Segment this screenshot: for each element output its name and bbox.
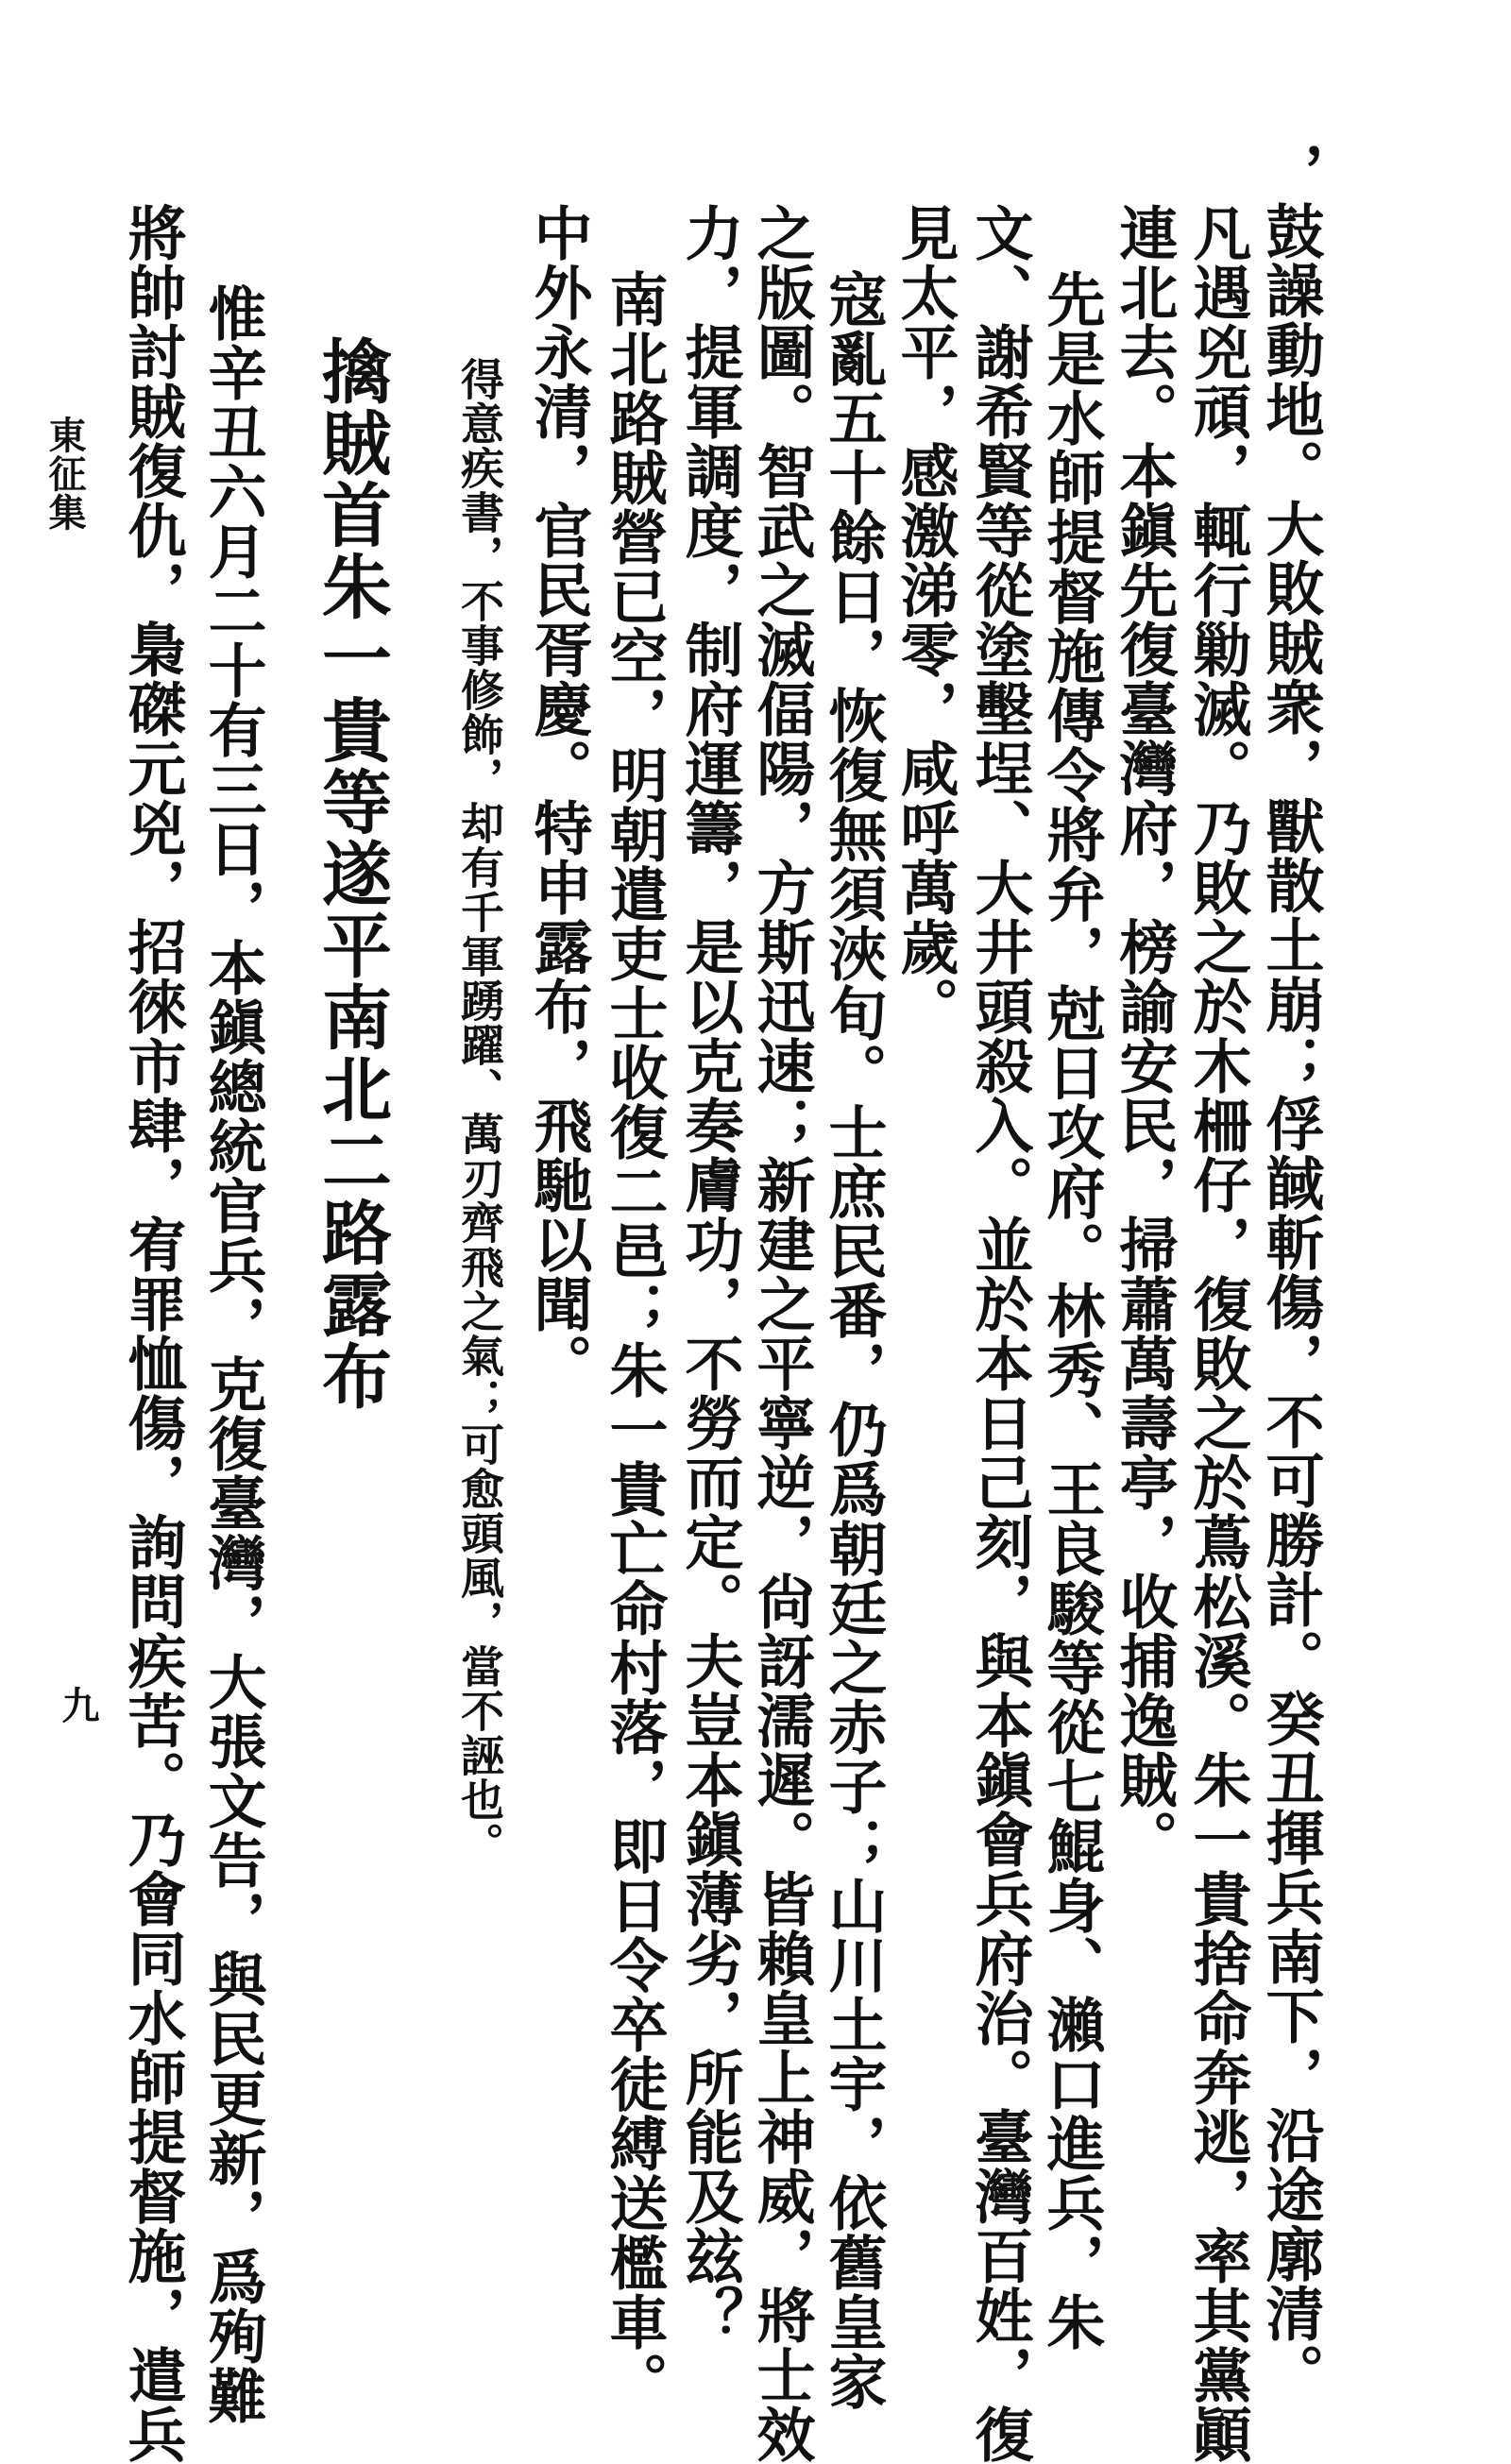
section-title: 擒賊首朱一貴等遂平南北二路露布 bbox=[311, 335, 392, 1412]
text-column-10: 南北路賊營已空，明朝遣吏士收復二邑；朱一貴亡命村落，即日令卒徒縛送檻車。 bbox=[600, 269, 669, 2411]
text-column-5: 文、謝希賢等從塗墼埕、大井頭殺入。並於本日己刻，與本鎭會兵府治。臺灣百姓，復 bbox=[965, 203, 1034, 2464]
text-column-9: 力，提軍調度，制府運籌，是以克奏膚功，不勞而定。夫豈本鎭薄劣，所能及玆？ bbox=[675, 203, 744, 2345]
section-text-column-2: 將帥討賊復仇，梟磔元兇，招徠市肆，宥罪恤傷，詢問疾苦。乃會同水師提督施，遣兵 bbox=[118, 203, 187, 2464]
text-column-2: 凡遇兇頑，輒行勦滅。乃敗之於木柵仔，復敗之於蔦松溪。朱一貴捨命奔逃，率其黨顚 bbox=[1183, 203, 1252, 2464]
text-column-7: 寇亂五十餘日，恢復無須浹旬。士庶民番，仍爲朝廷之赤子；山川土宇，依舊皇家 bbox=[819, 269, 888, 2411]
text-column-1: ，鼓譟動地。大敗賊衆，獸散土崩；俘馘斬傷，不可勝計。癸丑揮兵南下，沿途廓清。 bbox=[1256, 142, 1325, 2403]
page-number: 九 bbox=[56, 1686, 100, 1725]
text-column-4: 先是水師提督施傳令將弁，尅日攻府。林秀、王良駿等從七鯤身、瀨口進兵，朱 bbox=[1037, 269, 1106, 2352]
commentary-note: 得意疾書，不事修飾，却有千軍踴躍、萬刃齊飛之氣；可愈頭風，當不誣也。 bbox=[454, 357, 505, 1866]
text-column-6: 見太平，感激涕零，咸呼萬歲。 bbox=[891, 203, 959, 1036]
section-text-column-1: 惟辛丑六月二十有三日，本鎭總統官兵，克復臺灣，大張文告，與民更新，爲殉難 bbox=[198, 283, 267, 2425]
text-column-3: 連北去。本鎭先復臺灣府，榜諭安民，掃蕭萬壽亭，收捕逸賊。 bbox=[1110, 203, 1179, 1869]
text-column-11: 中外永清，官民胥慶。特申露布，飛馳以聞。 bbox=[524, 203, 593, 1393]
text-column-8: 之版圖。智武之滅偪陽，方斯迅速；新建之平寧逆，尙訝濡遲。皆賴皇上神威，將士效 bbox=[747, 203, 816, 2464]
book-title: 東征集 bbox=[42, 416, 87, 532]
